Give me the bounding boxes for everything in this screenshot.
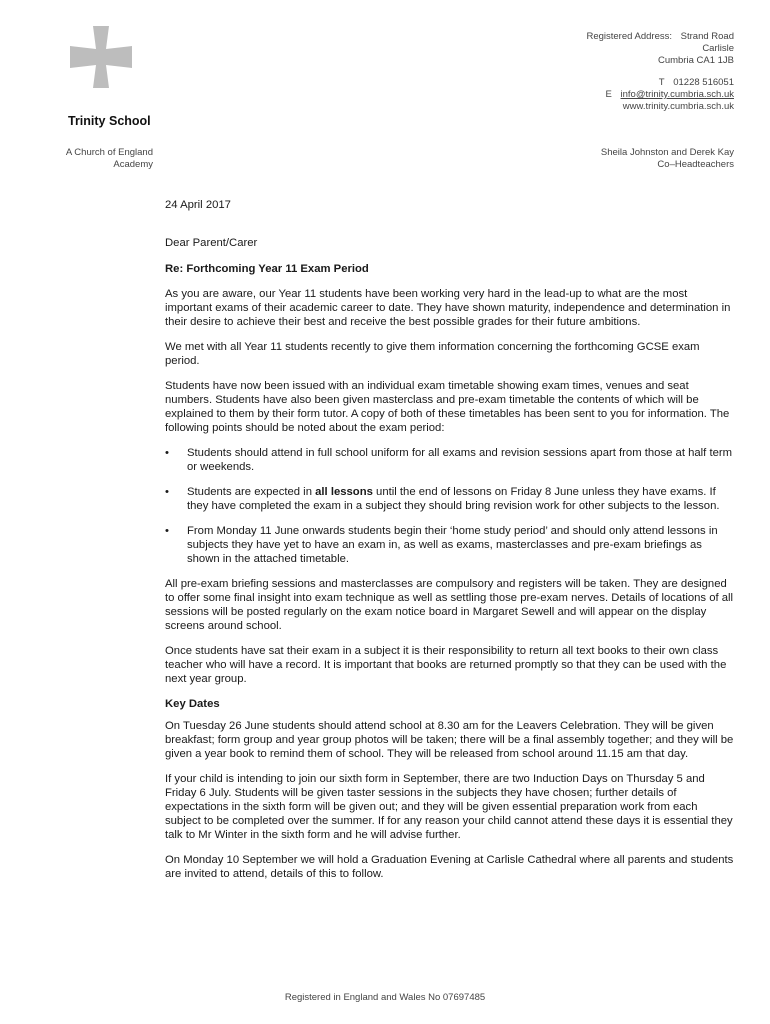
phone-label: T [658, 77, 665, 88]
bullet-text: From Monday 11 June onwards students begin their ‘home study period’ and should only attend lessons in subjects they have yet to have an exam in, as well as exams, masterclasses and pre-exam briefings as shown in the attached timetable. [187, 525, 718, 565]
letter-date: 24 April 2017 [165, 199, 231, 211]
email-link[interactable]: info@trinity.cumbria.sch.uk [620, 89, 734, 100]
school-subtitle-line2: Academy [113, 159, 153, 170]
email-label: E [605, 89, 612, 100]
bullet-text [187, 486, 720, 512]
paragraph-4: All pre-exam briefing sessions and masterclasses are compulsory and registers will be taken. They are designed to offer some final insight into exam technique as well as settling those pre-exam nerves. Details of locations of all sessions will be posted regularly on the exam notice board in Margaret Sewell and will appear on the display screens around school. [165, 578, 734, 632]
list-item [165, 446, 735, 474]
bullet-text-emphasis: all lessons [315, 486, 373, 498]
address-line-2: Carlisle [702, 43, 734, 54]
address-label: Registered Address: [586, 31, 673, 42]
address-line-3: Cumbria CA1 1JB [657, 55, 734, 66]
headteachers-names: Sheila Johnston and Derek Kay [600, 147, 734, 158]
address-line-1 [586, 31, 734, 43]
letter-greeting: Dear Parent/Carer [165, 237, 258, 249]
paragraph-6: On Tuesday 26 June students should attend school at 8.30 am for the Leavers Celebration. They will be given breakfast; form group and year group photos will be taken; there will be a final assembly together; and they will be given a year book to remind them of school. They will be released from school around 11.15 am that day. [165, 720, 734, 760]
bullet-text-post: until the end of lessons on Friday 8 June unless they have exams. If they have completed the exam in a subject they should bring revision work for other subjects to the lesson. [187, 486, 720, 512]
letter-body [165, 198, 735, 892]
paragraph-7: If your child is intending to join our sixth form in September, there are two Induction Days on Thursday 5 and Friday 6 July. Students will be given taster sessions in the subjects they have chosen; further details of expectations in the sixth form will be given out; and they will be given essential preparation work from each subject to be completed over the summer. If for any reason your child cannot attend these days it is essential they talk to Mr Winter in the sixth form and he will advise further. [165, 773, 733, 841]
list-item [165, 524, 735, 566]
bullet-marker: • [165, 525, 169, 537]
bullet-marker: • [165, 447, 169, 459]
cross-crest-icon [70, 26, 132, 88]
phone-line [586, 77, 734, 89]
registration-footer: Registered in England and Wales No 07697485 [284, 992, 486, 1003]
list-item [165, 485, 735, 513]
headteachers-block [601, 147, 734, 171]
bullet-marker: • [165, 486, 169, 498]
paragraph-3: Students have now been issued with an individual exam timetable showing exam times, venues and seat numbers. Students have also been given masterclass and pre-exam timetable the contents of which will be explained to them by their form tutor. A copy of both of these timetables has been sent to you for information. The following points should be noted about the exam period: [165, 380, 730, 434]
exam-points-list [165, 446, 735, 566]
phone-number: 01228 516051 [673, 77, 734, 88]
paragraph-1: As you are aware, our Year 11 students have been working very hard in the lead-up to what are the most important exams of their academic career to date. They have shown maturity, independence and determination in their desire to achieve their best and receive the best possible grades for their future ambitions. [165, 288, 731, 328]
email-line [586, 89, 734, 101]
paragraph-5: Once students have sat their exam in a subject it is their responsibility to return all text books to their own class teacher who will have a record. It is important that books are returned promptly so that they can be used with the next year group. [165, 645, 727, 685]
website-link[interactable]: www.trinity.cumbria.sch.uk [622, 101, 734, 112]
school-name: Trinity School [68, 114, 151, 128]
school-subtitle [40, 147, 153, 171]
address-street: Strand Road [680, 31, 734, 42]
school-subtitle-line1: A Church of England [65, 147, 153, 158]
paragraph-8: On Monday 10 September we will hold a Graduation Evening at Carlisle Cathedral where all parents and students are invited to attend, details of this to follow. [165, 854, 734, 880]
bullet-text-pre: Students are expected in [187, 486, 316, 498]
bullet-text: Students should attend in full school uniform for all exams and revision sessions apart from those at half term or weekends. [187, 447, 733, 473]
letter-subject: Re: Forthcoming Year 11 Exam Period [165, 263, 369, 275]
headteachers-title: Co–Headteachers [657, 159, 734, 170]
key-dates-heading: Key Dates [165, 698, 220, 710]
school-address-block [586, 31, 734, 113]
paragraph-2: We met with all Year 11 students recently to give them information concerning the forthcoming GCSE exam period. [165, 341, 700, 367]
